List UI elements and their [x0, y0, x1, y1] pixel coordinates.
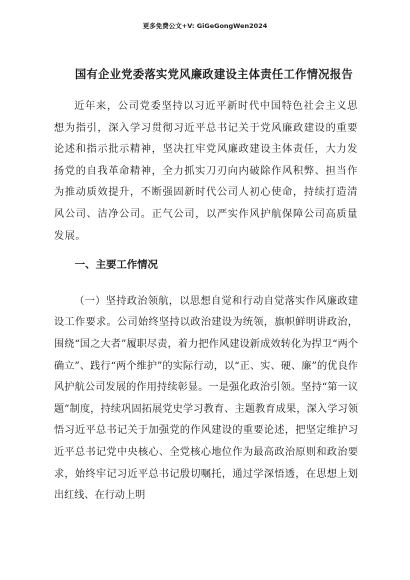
- intro-paragraph: 近年来，公司党委坚持以习近平新时代中国特色社会主义思想为指引，深入学习贯彻习近平总书记关于党风廉政建设的重要论述和指示批示精神，坚决扛牢党风廉政建设主体责任，大力发扬党的自我革命精神，全力抓实刀刃向内破除作风积弊、担当作为推动质效提升，不断强固新时代公司人初心使命，持续打造清风公司、洁净公司。正气公司，以严实作风护航保障公司高质量发展。: [54, 101, 358, 242]
- page-title: 国有企业党委落实党风廉政建设主体责任工作情况报告: [74, 67, 354, 81]
- header-note: 更多免费公文+V: GiGeGongWen2024: [142, 22, 268, 30]
- document-body: [54, 96, 358, 507]
- section-heading: 一、主要工作情况: [74, 259, 158, 272]
- section-paragraph: （一）坚持政治领航，以思想自觉和行动自觉落实作风廉政建设工作要求。公司始终坚持以政治建设为统领，旗帜鲜明讲政治，围绕“国之大者”履职尽责，着力把作风建设新成效转化为捍卫“两个确立”、践行“两个维护”的实际行动，以“正、实、硬、廉”的优良作风护航公司发展的作用持续彰显。一是强化政治引领。坚持“第一议题”制度，持续巩固拓展党史学习教育、主题教育成果，深入学习领悟习近平总书记关于加强党的作风建设的重要论述，把坚定维护习近平总书记党中央核心、全党核心地位作为最高政治原则和政治要求，始终牢记习近平总书记殷切嘱托，通过学深悟透，在思想上划出红线、在行动上明: [54, 295, 358, 502]
